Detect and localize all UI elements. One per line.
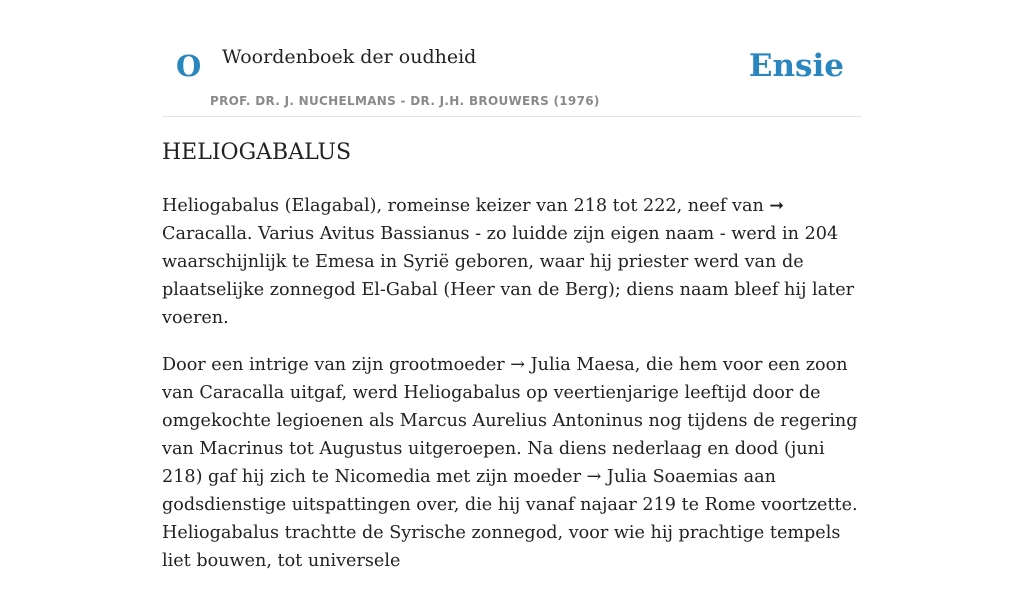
entry-paragraph: Door een intrige van zijn grootmoeder → Julia Maesa, die hem voor een zoon van Caracalla uitgaf, werd Heliogabalus op veertienjarige leeftijd door de omgekochte legioenen als Marcus Aurelius Antoninus nog tijdens de regering van Macrinus tot Augustus uitgeroepen. Na diens nederlaag en dood (juni 218) gaf hij zich te Nicomedia met zijn moeder → Julia Soaemias aan godsdienstige uitspattingen over, die hij vanaf najaar 219 te Rome voortzette. Heliogabalus trachtte de Syrische zonnegod, voor wie hij prachtige tempels liet bouwen, tot universele: [162, 355, 858, 571]
entry-paragraph: Heliogabalus (Elagabal), romeinse keizer van 218 tot 222, neef van ➞ Caracalla. Varius Avitus Bassianus - zo luidde zijn eigen naam - werd in 204 waarschijnlijk te Emesa in Syrië geboren, waar hij priester werd van de plaatselijke zonnegod El-Gabal (Heer van de Berg); diens naam bleef hij later voeren.: [162, 196, 855, 328]
entry-body: [162, 192, 862, 594]
ensie-logo-link[interactable]: Ensie: [748, 48, 844, 84]
section-letter[interactable]: O: [176, 49, 202, 83]
header: [162, 0, 862, 117]
book-title[interactable]: Woordenboek der oudheid: [222, 46, 477, 68]
book-authors: PROF. DR. J. NUCHELMANS - DR. J.H. BROUWERS (1976): [210, 94, 600, 108]
entry-title: HELIOGABALUS: [162, 140, 352, 165]
